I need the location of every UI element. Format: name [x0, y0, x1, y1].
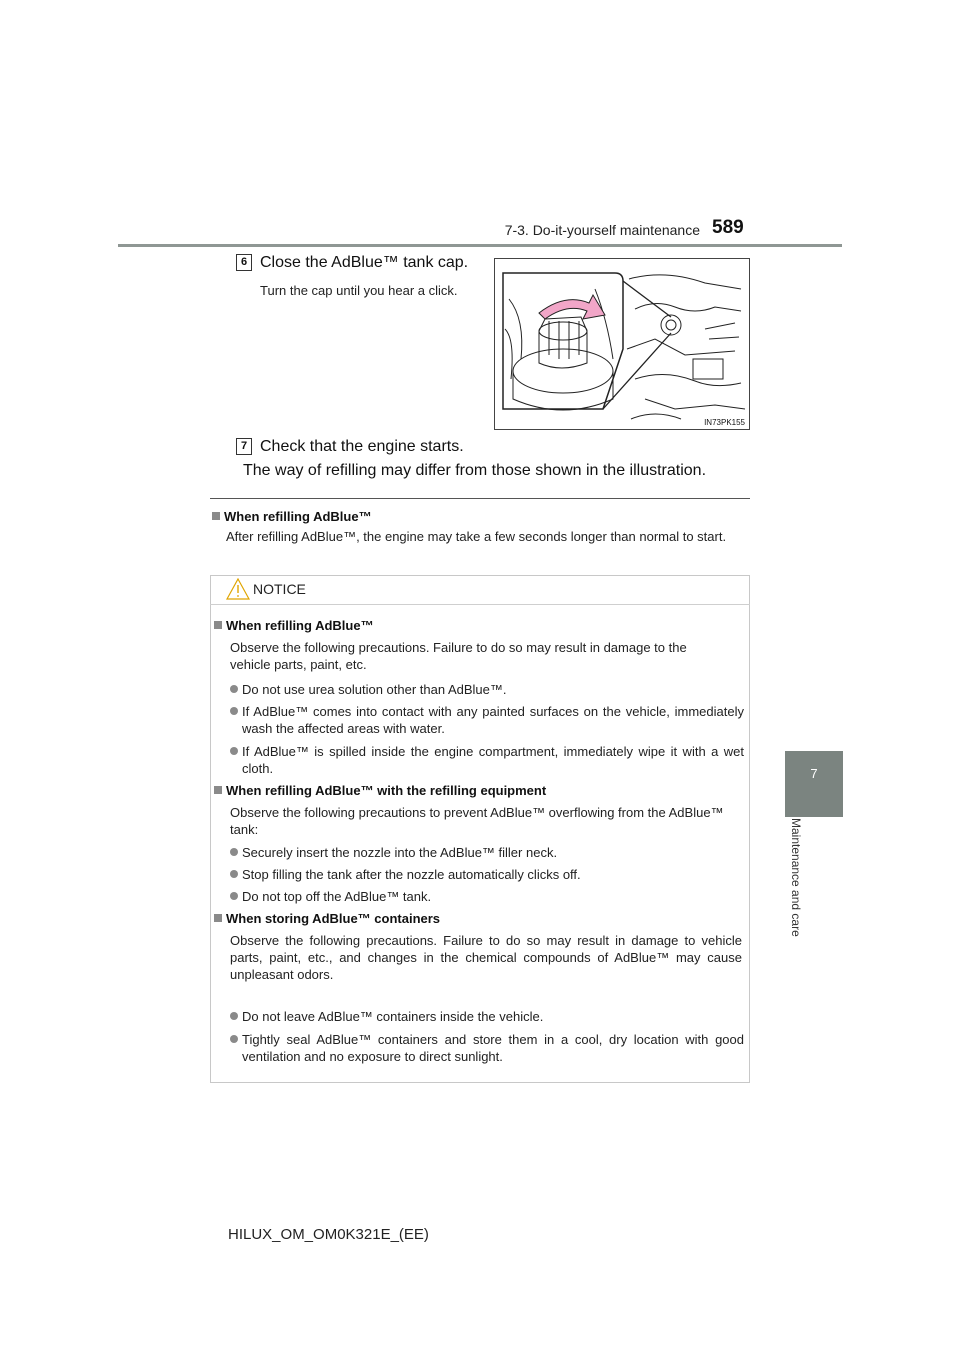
bullet-dot-icon — [230, 848, 238, 856]
square-bullet-icon — [214, 786, 222, 794]
square-bullet-icon — [214, 621, 222, 629]
notice-heading-text: When storing AdBlue™ containers — [226, 911, 441, 926]
notice-bullet — [230, 844, 744, 861]
notice-bullet — [230, 888, 744, 905]
bullet-dot-icon — [230, 892, 238, 900]
bullet-dot-icon — [230, 685, 238, 693]
notice-bullet — [230, 743, 744, 777]
step-title: Close the AdBlue™ tank cap. — [260, 254, 469, 271]
notice-text: Observe the following precautions to prevent AdBlue™ overflowing from the AdBlue™ tank: — [230, 805, 724, 837]
engine-bay-illustration — [494, 258, 750, 430]
chapter-tab: 7 — [785, 751, 843, 817]
notice-text: Observe the following precautions. Failure to do so may result in damage to the vehicle parts, paint, etc. — [230, 640, 687, 672]
info-text: After refilling AdBlue™, the engine may take a few seconds longer than normal to start. — [226, 529, 727, 544]
bullet-dot-icon — [230, 1012, 238, 1020]
warning-triangle-icon — [226, 578, 250, 600]
bullet-dot-icon — [230, 747, 238, 755]
notice-bullet-text: Stop filling the tank after the nozzle automatically clicks off. — [242, 867, 581, 882]
step-note: Turn the cap until you hear a click. — [260, 283, 458, 298]
notice-bullet — [230, 1031, 744, 1065]
tank-cap-drawing — [495, 259, 750, 430]
step-title: Check that the engine starts. — [260, 438, 464, 455]
document-code: HILUX_OM_OM0K321E_(EE) — [228, 1226, 429, 1243]
chapter-label — [778, 818, 814, 978]
square-bullet-icon — [214, 914, 222, 922]
bullet-dot-icon — [230, 1035, 238, 1043]
page-number: 589 — [712, 217, 744, 238]
notice-heading-text: When refilling AdBlue™ with the refilling equipment — [226, 783, 547, 798]
notice-bullet-text: If AdBlue™ comes into contact with any painted surfaces on the vehicle, immediately wash the affected areas with water. — [242, 704, 744, 736]
notice-bullet — [230, 703, 744, 737]
chapter-label-text: Maintenance and care — [789, 818, 803, 937]
notice-header-divider — [210, 604, 750, 605]
notice-bullet-text: Do not top off the AdBlue™ tank. — [242, 889, 432, 904]
square-bullet-icon — [212, 512, 220, 520]
info-divider — [210, 498, 750, 499]
notice-bullet-text: Securely insert the nozzle into the AdBlue™ filler neck. — [242, 845, 558, 860]
notice-bullet — [230, 866, 744, 883]
notice-heading — [214, 783, 546, 798]
section-title: 7-3. Do-it-yourself maintenance — [504, 222, 700, 238]
bullet-dot-icon — [230, 707, 238, 715]
bullet-dot-icon — [230, 870, 238, 878]
info-title-text: When refilling AdBlue™ — [224, 509, 372, 524]
notice-heading — [214, 911, 440, 926]
notice-bullet-text: If AdBlue™ is spilled inside the engine compartment, immediately wipe it with a wet cloth. — [242, 744, 744, 776]
notice-bullet — [230, 681, 744, 698]
header-divider — [118, 244, 842, 247]
notice-bullet-text: Do not leave AdBlue™ containers inside the vehicle. — [242, 1009, 544, 1024]
notice-text: Observe the following precautions. Failure to do so may result in damage to vehicle parts, paint, etc., and changes in the chemical compounds of AdBlue™ may cause unpleasant odors. — [230, 933, 742, 982]
step-badge: 7 — [236, 438, 252, 455]
notice-bullet-text: Tightly seal AdBlue™ containers and store them in a cool, dry location with good ventilation and no exposure to direct sunlight. — [242, 1032, 744, 1064]
notice-label: NOTICE — [253, 581, 306, 597]
notice-heading — [214, 618, 374, 633]
notice-heading-text: When refilling AdBlue™ — [226, 618, 374, 633]
figure-code: IN73PK155 — [704, 418, 745, 427]
step-badge: 6 — [236, 254, 252, 271]
notice-bullet — [230, 1008, 744, 1025]
notice-bullet-text: Do not use urea solution other than AdBlue™. — [242, 682, 507, 697]
info-title — [212, 509, 372, 524]
body-note: The way of refilling may differ from those shown in the illustration. — [243, 462, 707, 479]
